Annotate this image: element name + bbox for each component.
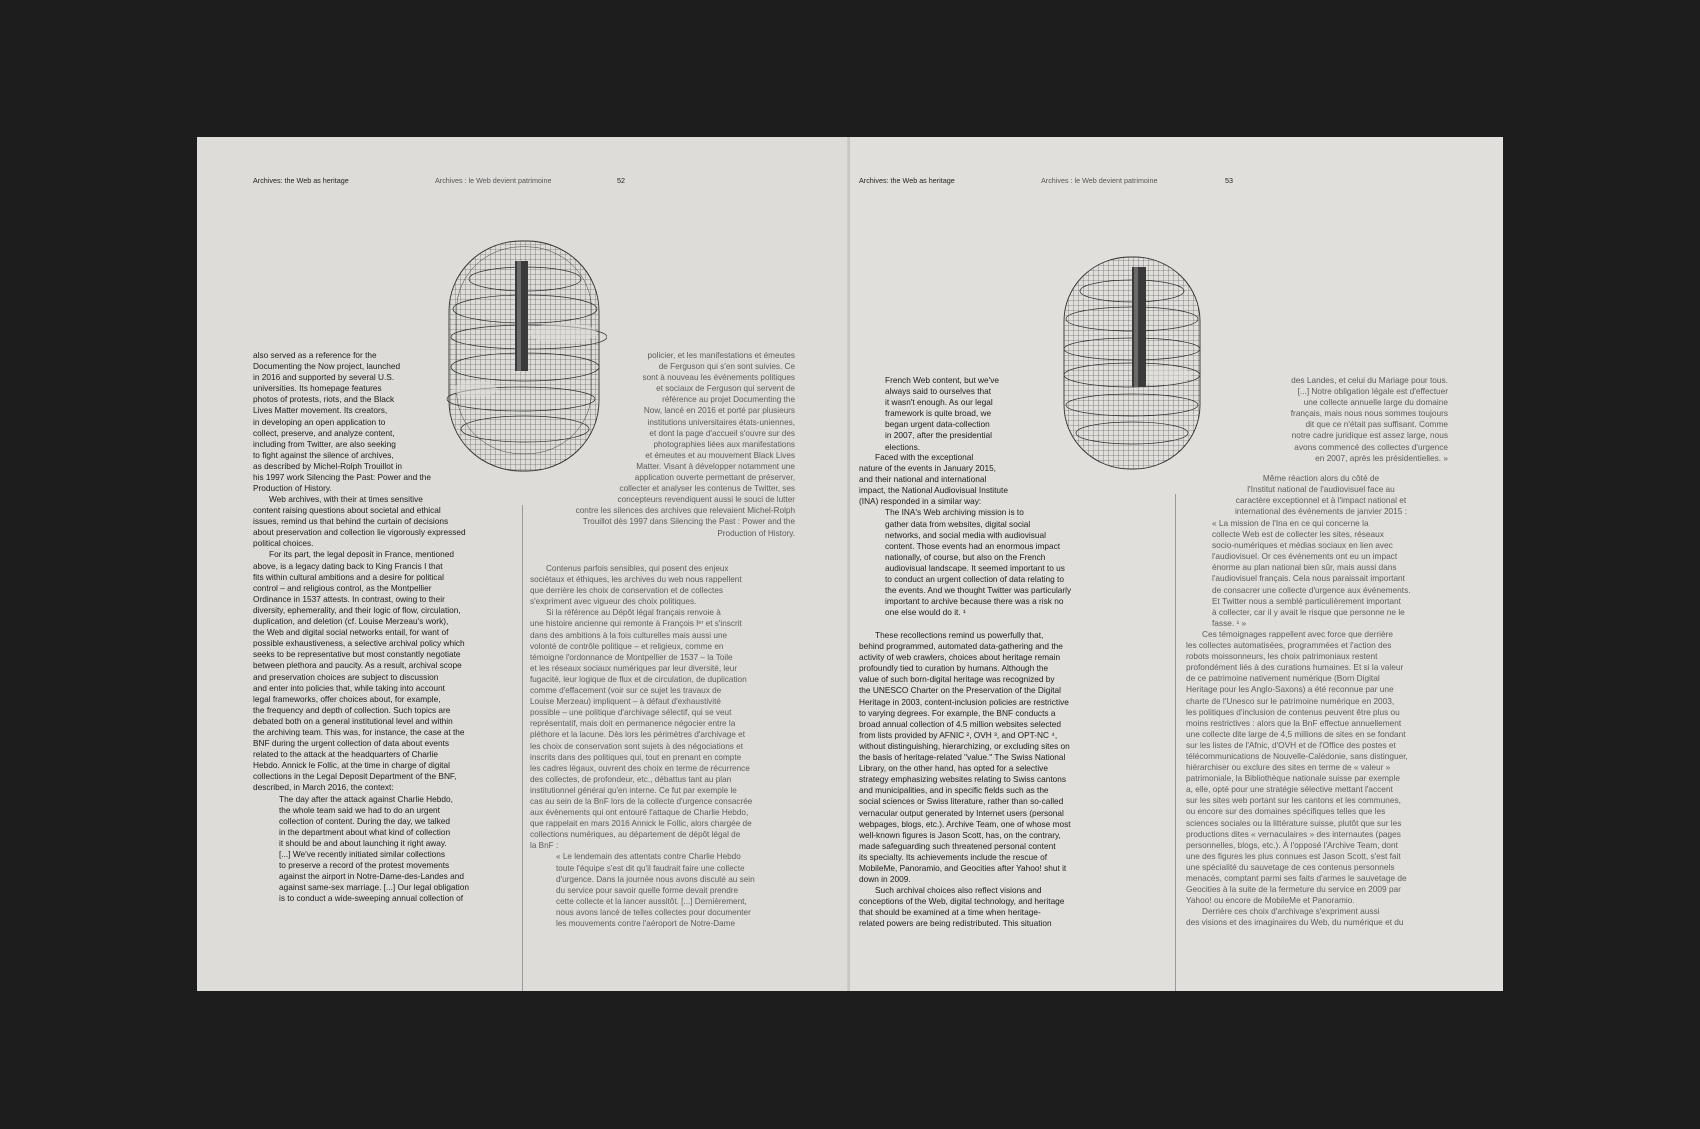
en-paragraph: These recollections remind us powerfully that, behind programmed, automated data-gathering and the activity of web crawlers, choices about heritage remain profoundly tied to curation by humans. Although the value of such born-digital heritage was recognized by the UNESCO Charter on the Preservation of the Digital Heritage in 2003, content-inclusion policies are restrictive to varying degrees. For example, the BNF conducts a broad annual collection of 4.5 million websites selected from lists provided by AFNIC ², OVH ³, and OPT-NC ⁴, without distinguishing, hierarchizing, or excluding sites on the basis of heritage-related "value." The Swiss National Library, on the other hand, has opted for a selective strategy emphasizing websites relating to Swiss cantons and municipalities, and in specific fields such as the social sciences or Swiss literature, rather than so-called vernacular output generated by Internet users (personal webpages, blogs, etc.). Archive Team, one of whose most well-known figures is Jason Scott, has, on the contrary, made safeguarding such threatened personal content its specialty. Its achievements include the rescue of MobileMe, Panoramio, and Geocities after Yahoo! shut it down in 2009. bbox=[859, 630, 1071, 885]
fr-block-quote: « Le lendemain des attentats contre Charlie Hebdo toute l'équipe s'est dit qu'il faudrait faire une collecte d'urgence. Dans la journée nous avons discuté au sein du service pour savoir quelle forme devait prendre cette collecte et la lancer aussitôt. [...] Dernièrement, nous avons lancé de telles collectes pour documenter les mouvements contre l'aéroport de Notre-Dame bbox=[556, 852, 755, 928]
fr-block-quote: « La mission de l'Ina en ce qui concerne la collecte Web est de collecter les sites, réseaux socio-numériques et médias sociaux en lien avec l'audiovisuel. Or ces événements ont eu un impact énorme au plan national bien sûr, mais aussi dans l'audiovisuel français. Cela nous paraissait important de consacrer une collecte d'urgence aux événements. Et Twitter nous a semblé particulièrement important à collecter, car il y avait le risque que personne ne le fasse. ¹ » bbox=[1212, 518, 1411, 628]
en-paragraph: Faced with the exceptional nature of the events in January 2015, and their national and international impact, the National Audiovisual Institute (INA) responded in a similar way: bbox=[859, 452, 1008, 507]
en-paragraph: For its part, the legal deposit in France, mentioned above, is a legacy dating back to King Francis I that fits within cultural ambitions and a desire for political control – and religious control, as the Montpellier Ordinance in 1537 attests. In contrast, owing to their diversity, ephemerality, and their logic of flow, circulation, duplication, and deletion (cf. Louise Merzeau's work), the Web and digital social networks entail, for want of possible exhaustiveness, a selective archival policy which seeks to be representative but most constantly negotiate between plethora and paucity. As a result, archival scope and preservation choices are subject to discussion and enter into policies that, while taking into account legal frameworks, offer choices about, for example, the frequency and depth of collection. Such topics are debated both on a general institutional level and within the archiving team. This was, for instance, the case at the BNF during the urgent collection of data about events related to the attack at the headquarters of Charlie Hebdo. Annick le Follic, at the time in charge of digital collections in the Legal Deposit Department of the BNF, described, in March 2016, the context: bbox=[253, 549, 465, 793]
fr-paragraph: policier, et les manifestations et émeutes de Ferguson qui s'en sont suivies. Ce sont à nouveau les événements politiques et sociaux de Ferguson qui servent de référence au projet Documenting the Now, lancé en 2016 et porté par plusieurs institutions universitaires états-uniennes, et dont la page d'accueil s'ouvre sur des photographies liées aux manifestations et émeutes et au mouvement Black Lives Matter. Visant à développer notamment une application ouverte permettant de préserver, collecter et analyser les contenus de Twitter, ses concepteurs revendiquent aussi le souci de lutter contre les silences des archives que relevaient Michel-Rolph Trouillot dès 1997 dans Silencing the Past : Power and the Production of History. bbox=[575, 351, 795, 538]
english-text-column-mid bbox=[859, 452, 1099, 618]
en-paragraph: also served as a reference for the Documenting the Now project, launched in 2016 and supported by several U.S. universities. Its homepage features photos of protests, riots, and the Black Lives Matter movement. Its creators, in developing an open application to collect, preserve, and analyze content, including from Twitter, are also seeking to fight against the silence of archives, as described by Michel-Rolph Trouillot in his 1997 work Silencing the Past: Power and the Production of History. bbox=[253, 350, 432, 494]
page-number: 52 bbox=[617, 176, 625, 185]
en-paragraph: French Web content, but we've always said to ourselves that it wasn't enough. As our legal framework is quite broad, we began urgent data-collection in 2007, after the presidential elections. bbox=[885, 375, 999, 452]
wireframe-capsule-illustration bbox=[1058, 255, 1206, 478]
fr-paragraph: Même réaction alors du côté de l'Institut national de l'audiovisuel face au caractère exceptionnel et à l'impact national et international des événements de janvier 2015 : bbox=[1234, 473, 1408, 517]
running-header-en: Archives: the Web as heritage bbox=[253, 176, 349, 185]
french-text-column bbox=[1240, 375, 1448, 464]
english-text-column-lower bbox=[859, 630, 1121, 930]
wireframe-capsule-svg bbox=[1058, 255, 1206, 473]
french-intro bbox=[1208, 473, 1434, 517]
book-spread bbox=[197, 137, 1503, 991]
fr-paragraph: Contenus parfois sensibles, qui posent des enjeux sociétaux et éthiques, les archives du web nous rappellent que derrière les choix de conservation et de collectes s'expriment avec vigueur des choix politiques. bbox=[530, 564, 742, 607]
en-paragraph: Web archives, with their at times sensitive content raising questions about societal and ethical issues, remind us that behind the curtain of decisions about preservation and collection lie vigorously expressed political choices. bbox=[253, 494, 466, 549]
running-header-fr: Archives : le Web devient patrimoine bbox=[435, 176, 552, 185]
running-header-fr: Archives : le Web devient patrimoine bbox=[1041, 176, 1158, 185]
fr-paragraph: Derrière ces choix d'archivage s'expriment aussi des visions et des imaginaires du Web, du numérique et du bbox=[1186, 906, 1404, 928]
right-page bbox=[850, 137, 1503, 991]
column-divider bbox=[1175, 494, 1176, 991]
en-block-quote: The day after the attack against Charlie Hebdo, the whole team said we had to do an urgent collection of content. During the day, we talked in the department about what kind of collection it should be and about launching it right away. [...] We've recently initiated similar collections to preserve a record of the protest movements against the airport in Notre-Dame-des-Landes and against same-sex marriage. [...] Our legal obligation is to conduct a wide-sweeping annual collection of bbox=[279, 793, 469, 904]
fr-paragraph: Si la référence au Dépôt légal français renvoie à une histoire ancienne qui remonte à François Iᵉʳ et s'inscrit dans des ambitions à la fois culturelles mais aussi une volonté de contrôle politique – et religieux, comme en témoigne l'ordonnance de Montpellier de 1537 – la Toile et les réseaux sociaux numériques par leur diversité, leur fugacité, leur logique de flux et de circulation, de duplication comme d'effacement (voir sur ce sujet les travaux de Louise Merzeau) impliquent – à défaut d'exhaustivité possible – une politique d'archivage sélectif, qui se veut représentatif, mais doit en permanence négocier entre la pléthore et la lacune. Dès lors les périmètres d'archivage et les choix de conservation sont sujets à des négociations et inscrits dans des politiques qui, tout en prenant en compte les cadres légaux, ouvrent des choix en terme de récurrence des collectes, de profondeur, etc., débattus tant au plan institutionnel général qu'en interne. Ce fut par exemple le cas au sein de la BnF lors de la collecte d'urgence consacrée aux évènements qui ont entouré l'attaque de Charlie Hebdo, que rappelait en mars 2016 Annick le Follic, alors chargée de collections numériques, au département de dépôt légal de la BnF : bbox=[530, 608, 753, 851]
page-number: 53 bbox=[1225, 176, 1233, 185]
french-text-column-lower bbox=[530, 563, 795, 929]
fr-paragraph: des Landes, et celui du Mariage pour tous. [...] Notre obligation légale est d'effectuer une collecte annuelle large du domaine français, mais nous nous sommes toujours dit que ce n'était pas suffisant. Comme notre cadre juridique est assez large, nous avons commencé des collectes d'urgence en 2007, après les présidentielles. » bbox=[1290, 375, 1448, 463]
french-text-column bbox=[530, 350, 795, 539]
column-divider bbox=[522, 505, 523, 991]
english-text-column bbox=[253, 350, 478, 494]
french-text-column-lower bbox=[1186, 518, 1451, 928]
en-paragraph: Such archival choices also reflect visions and conceptions of the Web, digital technology, and heritage that should be examined at a time when heritage- related powers are being redistributed. This situation bbox=[859, 885, 1065, 929]
en-block-quote: The INA's Web archiving mission is to gather data from websites, digital social networks, and social media with audiovisual content. Those events had an enormous impact nationally, of course, but also on the French audiovisual landscape. It seemed important to us to conduct an urgent collection of data relating to the events. And we thought Twitter was particularly important to archive because there was a risk no one else would do it. ¹ bbox=[885, 507, 1072, 618]
fr-paragraph: Ces témoignages rappellent avec force que derrière les collectes automatisées, programmées et l'action des robots moissonneurs, les choix patrimoniaux restent profondément liés à des curations humaines. Et si la valeur de ce patrimoine nativement numérique (Born Digital Heritage pour les Anglo-Saxons) a été reconnue par une charte de l'Unesco sur le patrimoine numérique en 2003, les politiques d'inclusion de contenus peuvent être plus ou moins restrictives : alors que la BnF effectue annuellement une collecte dite large de 4,5 millions de sites en se fondant sur les listes de l'Afnic, d'OVH et de l'Office des postes et télécommunications de Nouvelle-Calédonie, sans distinguer, hiérarchiser ou exclure des sites en terme de « valeur » patrimoniale, la Bibliothèque nationale suisse par exemple a, elle, opté pour une stratégie sélective mettant l'accent sur les sites web portant sur les cantons et les communes, ou encore sur des domaines spécifiques telles que les sciences sociales ou la littérature suisse, plutôt que sur les productions dites « vernaculaires » des internautes (pages personnelles, blogs, etc.). À l'opposé l'Archive Team, dont une des figures les plus connues est Jason Scott, s'est fait une spécialité du sauvetage de ces contenus personnels menacés, comptant parmi ses faits d'armes le sauvetage de Geocities à la suite de la fermeture du service en 2009 par Yahoo! ou encore de MobileMe et Panoramio. bbox=[1186, 628, 1408, 906]
left-page bbox=[197, 137, 850, 991]
english-text-column bbox=[885, 375, 1045, 453]
english-text-column-lower bbox=[253, 494, 515, 904]
running-header-en: Archives: the Web as heritage bbox=[859, 176, 955, 185]
